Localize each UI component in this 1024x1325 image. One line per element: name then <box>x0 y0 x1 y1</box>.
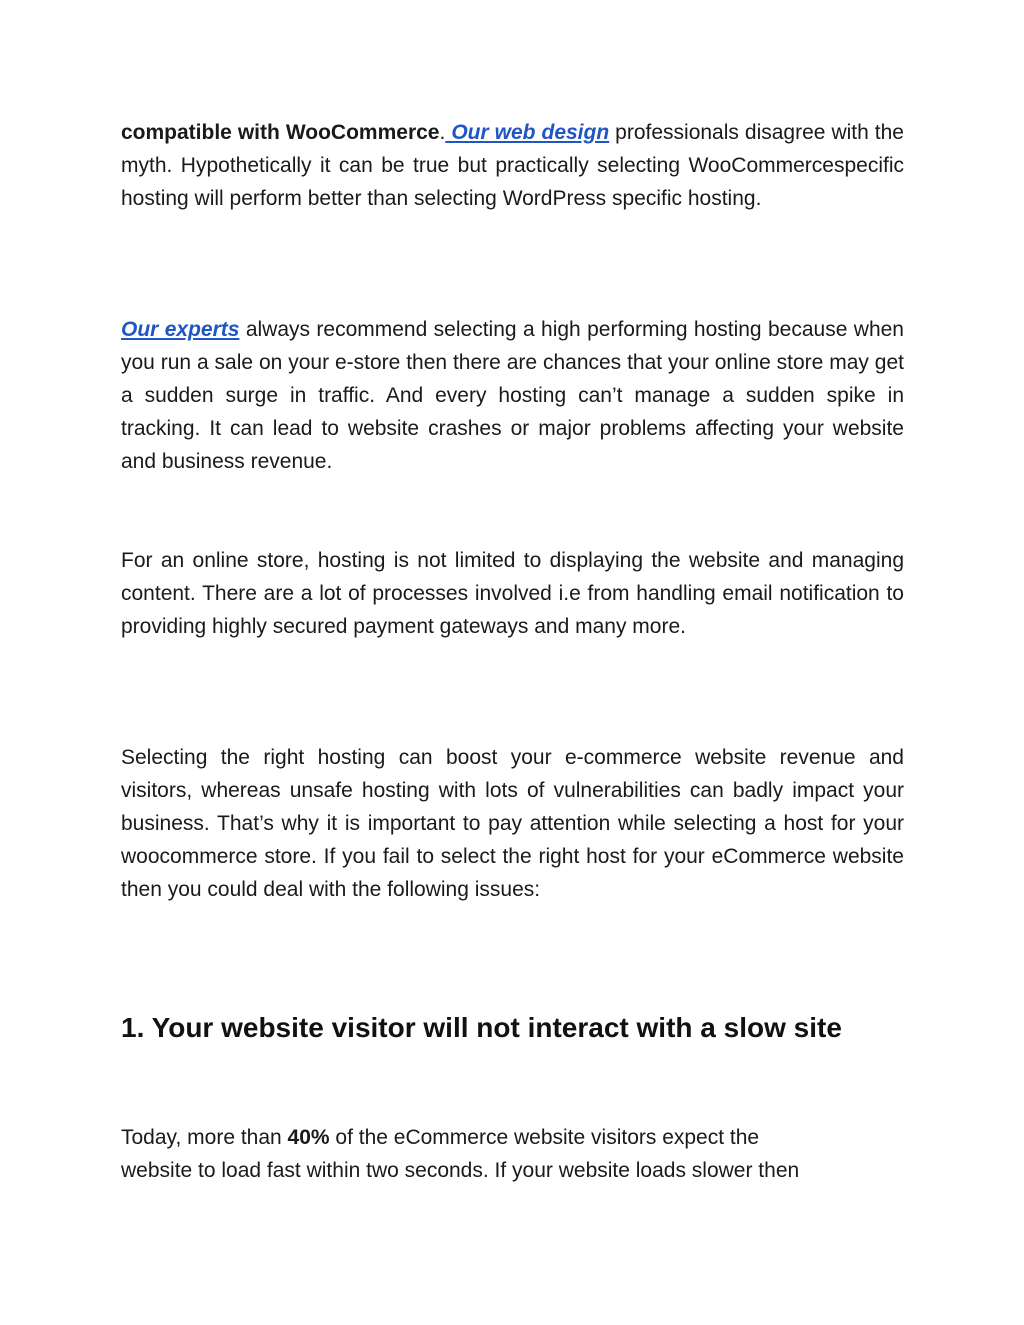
paragraph-selecting-right-hosting: Selecting the right hosting can boost your e-commerce website revenue and visitors, whereas unsafe hosting with lots of vulnerabilities can badly impact your business. That’s why it is important to pay attention while selecting a host for your woocommerce store. If you fail to select the right host for your eCommerce website then you could deal with the following issues: <box>121 746 904 901</box>
bold-percentage: 40% <box>287 1126 330 1149</box>
paragraph-visitors-expect-fast <box>121 1121 904 1187</box>
period-text: . <box>439 121 446 144</box>
paragraph-experts-recommend <box>121 313 904 478</box>
paragraph-woocommerce-hosting <box>121 116 904 215</box>
our-experts-link[interactable]: Our experts <box>121 318 240 341</box>
our-web-design-link[interactable]: Our web design <box>445 121 610 144</box>
paragraph5-before: Today, more than <box>121 1126 288 1149</box>
paragraph2-body: always recommend selecting a high performing hosting because when you run a sale on your e-store then there are chances that your online store may get a sudden surge in traffic. And every hosting can’t manage a sudden spike in tracking. It can lead to website crashes or major problems affecting your website and business revenue. <box>121 318 904 473</box>
paragraph5-line2: website to load fast within two seconds. If your website loads slower then <box>121 1159 800 1182</box>
paragraph5-line1-rest: of the eCommerce website visitors expect the <box>329 1126 760 1149</box>
bold-lead-text: compatible with WooCommerce <box>121 121 440 144</box>
section-heading-slow-site: 1. Your website visitor will not interact with a slow site <box>121 1012 842 1043</box>
paragraph1-body: professionals disagree with the myth. Hypothetically it can be true but practically selecting WooCommercespecific hosting will perform better than selecting WordPress specific hosting. <box>121 121 904 210</box>
paragraph-online-store-hosting: For an online store, hosting is not limited to displaying the website and managing content. There are a lot of processes involved i.e from handling email notification to providing highly secured payment gateways and many more. <box>121 549 904 638</box>
